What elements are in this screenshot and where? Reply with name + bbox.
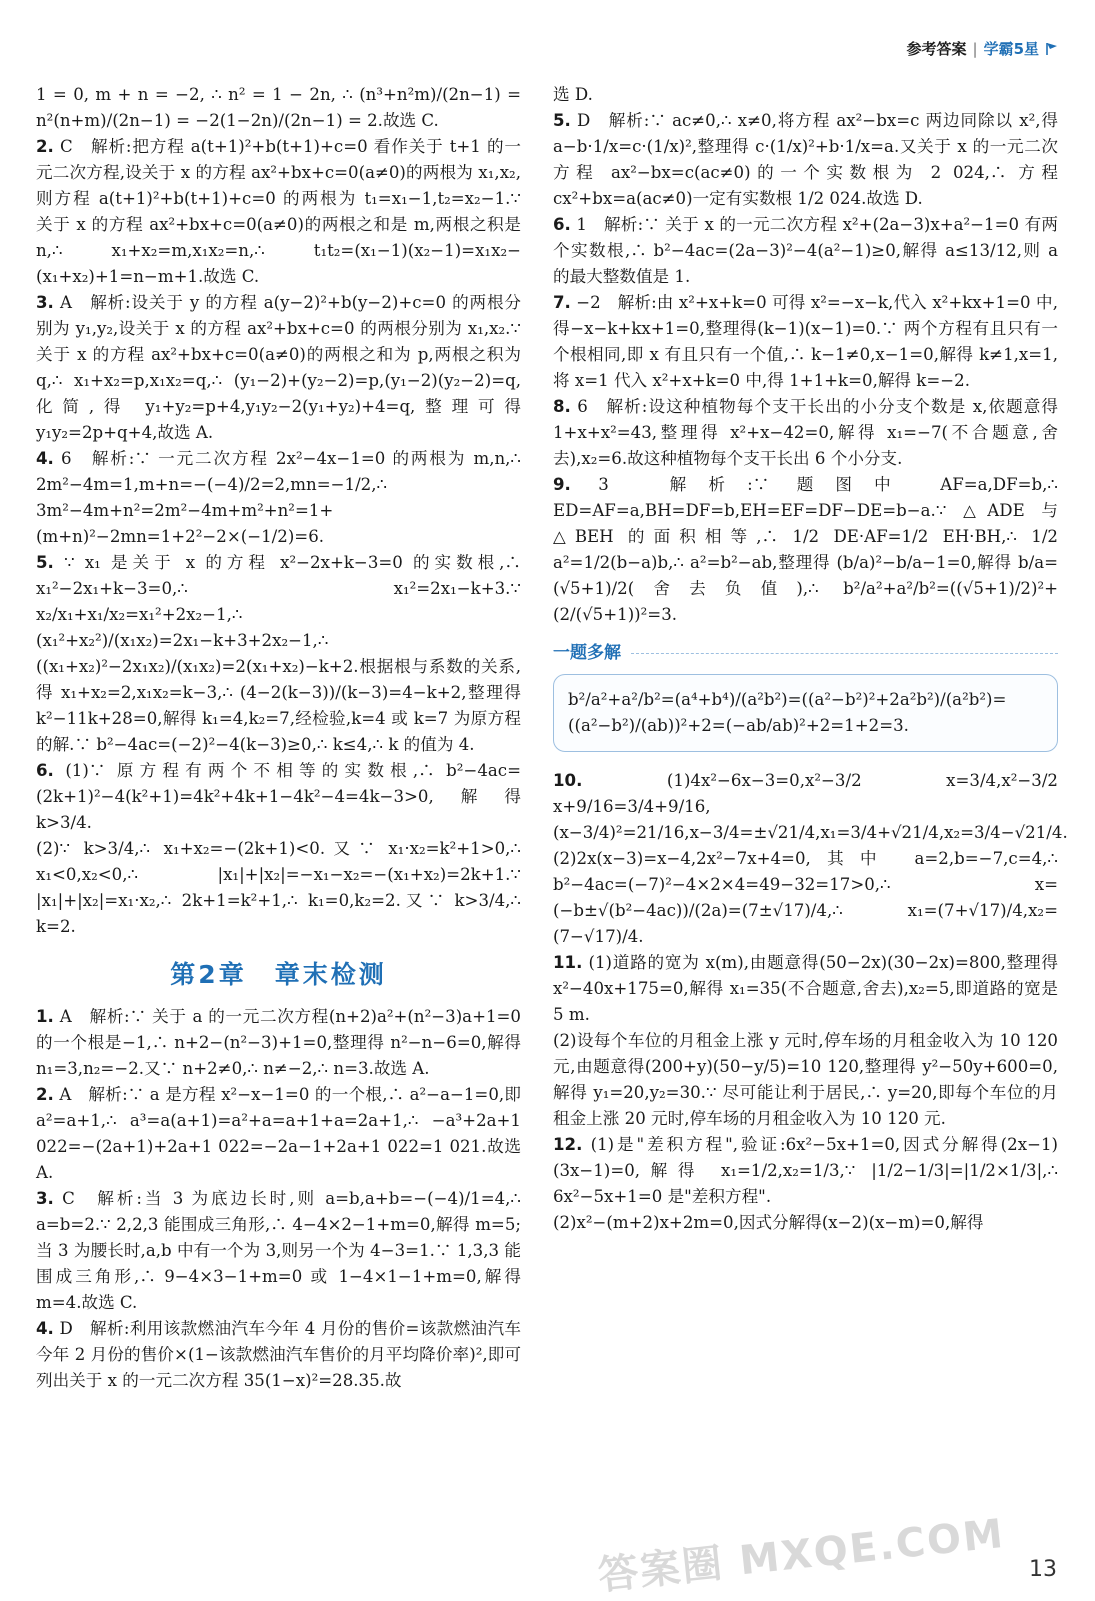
answer-text: (2)x²−(m+2)x+2m=0,因式分解得(x−2)(x−m)=0,解得	[553, 1213, 984, 1232]
answer-number: 8.	[553, 397, 571, 416]
answer-paragraph	[553, 1132, 1058, 1210]
right-paragraphs	[553, 82, 1058, 628]
answer-text: A 解析:∵ a 是方程 x²−x−1=0 的一个根,∴ a²−a−1=0,即 a²=a+1,∴ a³=a(a+1)=a²+a=a+1+a=2a+1,∴ −a³+2a+1 022=−(2a+1)+2a+1 022=−2a−1+2a+1 022=1 021.故选 A.	[36, 1085, 521, 1182]
answer-number: 12.	[553, 1135, 583, 1154]
answer-paragraph	[36, 836, 521, 940]
answer-text: C 解析:把方程 a(t+1)²+b(t+1)+c=0 看作关于 t+1 的一元二次方程,设关于 x 的方程 ax²+bx+c=0(a≠0)的两根为 x₁,x₂,则方程 a(t+1)²+b(t+1)+c=0 的两根为 t₁=x₁−1,t₂=x₂−1.∵ 关于 x 的方程 ax²+bx+c=0(a≠0)的两根之和是 m,两根之积是 n,∴ x₁+x₂=m,x₁x₂=n,∴ t₁t₂=(x₁−1)(x₂−1)=x₁x₂−(x₁+x₂)+1=n−m+1.故选 C.	[36, 137, 522, 286]
answer-number: 5.	[36, 553, 54, 572]
answer-text: 3 解析:∵ 题图中 AF=a,DF=b,∴ ED=AF=a,BH=DF=b,EH=EF=DF−DE=b−a.∵ △ADE 与△BEH 的面积相等,∴ 1/2 DE·AF=1/2 EH·BH,∴ 1/2 a²=1/2(b−a)b,∴ a²=b²−ab,整理得 (b/a)²−b/a−1=0,解得 b/a=(√5+1)/2(舍去负值),∴ b²/a²+a²/b²=((√5+1)/2)²+(2/(√5+1))²=3.	[553, 475, 1058, 624]
answer-paragraph	[553, 108, 1058, 212]
answer-paragraph	[36, 1186, 521, 1316]
answer-number: 11.	[553, 953, 583, 972]
answer-paragraph	[36, 290, 521, 446]
answer-text: 6 解析:设这种植物每个支干长出的小分支个数是 x,依题意得 1+x+x²=43,整理得 x²+x−42=0,解得 x₁=−7(不合题意,舍去),x₂=6.故这种植物每个支干长出 6 个小分支.	[553, 397, 1058, 468]
page-number: 13	[1029, 1557, 1057, 1582]
answer-text: 选 D.	[553, 85, 593, 104]
left-column	[36, 82, 521, 1394]
answer-paragraph	[36, 550, 521, 758]
answer-number: 1.	[36, 1007, 54, 1026]
answer-text: (2)2x(x−3)=x−4,2x²−7x+4=0,其中 a=2,b=−7,c=4,∴ b²−4ac=(−7)²−4×2×4=49−32=17>0,∴ x=(−b±√(b²−4ac))/(2a)=(7±√17)/4,∴ x₁=(7+√17)/4,x₂=(7−√17)/4.	[553, 849, 1058, 946]
answer-paragraph	[36, 82, 521, 134]
answer-paragraph	[36, 1082, 521, 1186]
answer-text: −2 解析:由 x²+x+k=0 可得 x²=−x−k,代入 x²+kx+1=0 中,得−x−k+kx+1=0,整理得(k−1)(x−1)=0.∵ 两个方程有且只有一个根相同,即 x 有且只有一个值,∴ k−1≠0,x−1=0,解得 k≠1,x=1,将 x=1 代入 x²+x+k=0 中,得 1+1+k=0,解得 k=−2.	[553, 293, 1058, 390]
answer-paragraph	[553, 290, 1058, 394]
answer-text: 1 = 0, m + n = −2, ∴ n² = 1 − 2n, ∴ (n³+n²m)/(2n−1) = n²(n+m)/(2n−1) = −2(1−2n)/(2n−1) = 2.故选 C.	[36, 85, 521, 130]
answer-paragraph	[553, 212, 1058, 290]
answer-number: 6.	[36, 761, 54, 780]
answer-paragraph	[36, 1316, 521, 1394]
answer-text: (1)4x²−6x−3=0,x²−3/2 x=3/4,x²−3/2 x+9/16=3/4+9/16,(x−3/4)²=21/16,x−3/4=±√21/4,x₁=3/4+√21/4,x₂=3/4−√21/4.	[553, 771, 1068, 842]
watermark: 答案圈 MXQE.COM	[595, 1510, 1007, 1600]
answer-number: 2.	[36, 1085, 54, 1104]
answer-paragraph	[553, 846, 1058, 950]
left-paragraphs	[36, 82, 521, 940]
answer-number: 5.	[553, 111, 571, 130]
brand-flag-icon	[1045, 42, 1059, 56]
answer-number: 9.	[553, 475, 571, 494]
page-header	[906, 38, 1059, 59]
tip-title: 一题多解	[553, 643, 621, 663]
answer-text: 1 解析:∵ 关于 x 的一元二次方程 x²+(2a−3)x+a²−1=0 有两个实数根,∴ b²−4ac=(2a−3)²−4(a²−1)≥0,解得 a≤13/12,则 a 的最大整数值是 1.	[553, 215, 1058, 286]
answer-number: 3.	[36, 293, 54, 312]
answer-paragraph	[36, 758, 521, 836]
answer-number: 4.	[36, 449, 54, 468]
answer-paragraph	[36, 446, 521, 550]
answer-number: 7.	[553, 293, 571, 312]
header-separator: |	[972, 39, 978, 58]
header-section: 参考答案	[906, 40, 967, 58]
answer-paragraph	[36, 134, 521, 290]
answer-number: 4.	[36, 1319, 54, 1338]
answer-paragraph	[553, 1028, 1058, 1132]
answer-text: A 解析:∵ 关于 a 的一元二次方程(n+2)a²+(n²−3)a+1=0 的一个根是−1,∴ n+2−(n²−3)+1=0,整理得 n²−n−6=0,解得 n₁=3,n₂=−2.又∵ n+2≠0,∴ n≠−2,∴ n=3.故选 A.	[36, 1007, 521, 1078]
left-after-paragraphs	[36, 1004, 521, 1394]
answer-text: (1)∵ 原方程有两个不相等的实数根,∴ b²−4ac=(2k+1)²−4(k²+1)=4k²+4k+1−4k²−4=4k−3>0,解得 k>3/4.	[36, 761, 521, 832]
answer-paragraph	[36, 1004, 521, 1082]
answer-text: D 解析:∵ ac≠0,∴ x≠0,将方程 ax²−bx=c 两边同除以 x²,得 a−b·1/x=c·(1/x)²,整理得 c·(1/x)²+b·1/x=a.又关于 x 的一元二次方程 ax²−bx=c(ac≠0)的一个实数根为 2 024,∴ 方程 cx²+bx=a(ac≠0)一定有实数根 1/2 024.故选 D.	[553, 111, 1058, 208]
answer-number: 3.	[36, 1189, 54, 1208]
answer-paragraph	[553, 472, 1058, 628]
answer-number: 10.	[553, 771, 583, 790]
answer-text: 6 解析:∵ 一元二次方程 2x²−4x−1=0 的两根为 m,n,∴ 2m²−4m=1,m+n=−(−4)/2=2,mn=−1/2,∴ 3m²−4m+n²=2m²−4m+m²+n²=1+(m+n)²−2mn=1+2²−2×(−1/2)=6.	[36, 449, 521, 546]
answer-text: ∵ x₁ 是关于 x 的方程 x²−2x+k−3=0 的实数根,∴ x₁²−2x₁+k−3=0,∴ x₁²=2x₁−k+3.∵ x₂/x₁+x₁/x₂=x₁²+2x₂−1,∴ (x₁²+x₂²)/(x₁x₂)=2x₁−k+3+2x₂−1,∴ ((x₁+x₂)²−2x₁x₂)/(x₁x₂)=2(x₁+x₂)−k+2.根据根与系数的关系,得 x₁+x₂=2,x₁x₂=k−3,∴ (4−2(k−3))/(k−3)=4−k+2,整理得 k²−11k+28=0,解得 k₁=4,k₂=7,经检验,k=4 或 k=7 为原方程的解.∵ b²−4ac=(−2)²−4(k−3)≥0,∴ k≤4,∴ k 的值为 4.	[36, 553, 521, 754]
answer-text: C 解析:当 3 为底边长时,则 a=b,a+b=−(−4)/1=4,∴ a=b=2.∵ 2,2,3 能围成三角形,∴ 4−4×2−1+m=0,解得 m=5;当 3 为腰长时,a,b 中有一个为 3,则另一个为 4−3=1.∵ 1,3,3 能围成三角形,∴ 9−4×3−1+m=0 或 1−4×1−1+m=0,解得 m=4.故选 C.	[36, 1189, 521, 1312]
answer-paragraph	[553, 950, 1058, 1028]
answer-text: (1)道路的宽为 x(m),由题意得(50−2x)(30−2x)=800,整理得 x²−40x+175=0,解得 x₁=35(不合题意,舍去),x₂=5,即道路的宽是 5 m.	[553, 953, 1058, 1024]
right-column	[553, 82, 1068, 1236]
answer-paragraph	[553, 768, 1068, 846]
answer-text: (2)设每个车位的月租金上涨 y 元时,停车场的月租金收入为 10 120 元,由题意得(200+y)(50−y/5)=10 120,整理得 y²−50y+600=0,解得 y₁=20,y₂=30.∵ 尽可能让利于居民,∴ y=20,即每个车位的月租金上涨 20 元时,停车场的月租金收入为 10 120 元.	[553, 1031, 1058, 1128]
answer-text: A 解析:设关于 y 的方程 a(y−2)²+b(y−2)+c=0 的两根分别为 y₁,y₂,设关于 x 的方程 ax²+bx+c=0 的两根分别为 x₁,x₂.∵ 关于 x 的方程 ax²+bx+c=0(a≠0)的两根之和为 p,两根之积为 q,∴ x₁+x₂=p,x₁x₂=q,∴ (y₁−2)+(y₂−2)=p,(y₁−2)(y₂−2)=q,化简,得 y₁+y₂=p+4,y₁y₂−2(y₁+y₂)+4=q,整理可得 y₁y₂=2p+q+4,故选 A.	[36, 293, 521, 442]
answer-paragraph	[553, 1210, 1058, 1236]
right-after-paragraphs	[553, 768, 1068, 1236]
tip-text: b²/a²+a²/b²=(a⁴+b⁴)/(a²b²)=((a²−b²)²+2a²b²)/(a²b²)=((a²−b²)/(ab))²+2=(−ab/ab)²+2=1+2=3.	[568, 690, 1007, 735]
header-brand: 学霸5星	[983, 40, 1039, 58]
answer-number: 2.	[36, 137, 54, 156]
answer-number: 6.	[553, 215, 571, 234]
tip-box	[553, 674, 1058, 752]
answer-text: D 解析:利用该款燃油汽车今年 4 月份的售价=该款燃油汽车今年 2 月份的售价×(1−该款燃油汽车售价的月平均降价率)²,即可列出关于 x 的一元二次方程 35(1−x)²=28.35.故	[36, 1319, 521, 1390]
answer-paragraph	[553, 394, 1058, 472]
answer-text: (1)是"差积方程",验证:6x²−5x+1=0,因式分解得(2x−1)(3x−1)=0,解得 x₁=1/2,x₂=1/3,∵ |1/2−1/3|=|1/2×1/3|,∴ 6x²−5x+1=0 是"差积方程".	[553, 1135, 1058, 1206]
answer-paragraph	[553, 82, 1058, 108]
chapter-title: 第2章 章末检测	[170, 960, 387, 989]
answer-text: (2)∵ k>3/4,∴ x₁+x₂=−(2k+1)<0.又∵ x₁·x₂=k²+1>0,∴ x₁<0,x₂<0,∴ |x₁|+|x₂|=−x₁−x₂=−(x₁+x₂)=2k+1.∵ |x₁|+|x₂|=x₁·x₂,∴ 2k+1=k²+1,∴ k₁=0,k₂=2.又∵ k>3/4,∴ k=2.	[36, 839, 521, 936]
tip-heading	[553, 640, 1058, 666]
tip-divider	[631, 653, 1058, 654]
